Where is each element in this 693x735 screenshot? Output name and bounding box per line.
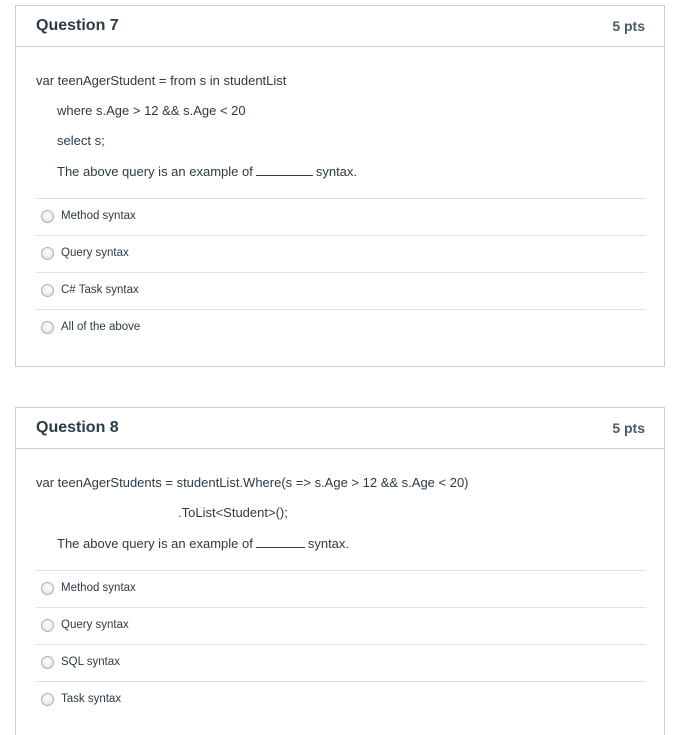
answer-option[interactable] [36,570,646,607]
radio-button[interactable] [41,656,54,669]
answer-label: Query syntax [61,619,129,631]
radio-button[interactable] [41,247,54,260]
radio-button[interactable] [41,619,54,632]
question-prompt [57,163,357,179]
prompt-text: syntax. [307,536,350,551]
fill-blank [256,535,305,548]
answer-option[interactable] [36,235,646,272]
answer-list [36,570,646,718]
answer-option[interactable] [36,198,646,235]
answer-option[interactable] [36,607,646,644]
question-header [16,6,664,47]
answer-label: Task syntax [61,693,122,705]
answer-label: SQL syntax [61,656,121,668]
radio-button[interactable] [41,582,54,595]
code-line: select s; [57,133,105,148]
answer-label: Query syntax [61,247,129,259]
answer-option[interactable] [36,272,646,309]
question-prompt [57,535,349,551]
answer-label: Method syntax [61,582,136,594]
radio-button[interactable] [41,693,54,706]
code-line: var teenAgerStudent = from s in studentList [36,73,287,88]
answer-option[interactable] [36,681,646,718]
question-points: 5 pts [612,420,645,436]
answer-option[interactable] [36,309,646,346]
radio-button[interactable] [41,284,54,297]
question-header [16,408,664,449]
code-line: var teenAgerStudents = studentList.Where(s => s.Age > 12 && s.Age < 20) [36,475,469,490]
question-title: Question 8 [36,419,119,436]
answer-option[interactable] [36,644,646,681]
prompt-text: The above query is an example of [57,164,253,179]
radio-button[interactable] [41,210,54,223]
answer-label: All of the above [61,321,141,333]
prompt-text: The above query is an example of [57,536,253,551]
answer-label: Method syntax [61,210,136,222]
question-7-card [15,5,665,367]
answer-list [36,198,646,346]
radio-button[interactable] [41,321,54,334]
code-line: .ToList<Student>(); [178,505,288,520]
question-points: 5 pts [612,18,645,34]
question-8-card [15,407,665,735]
prompt-text: syntax. [315,164,358,179]
question-title: Question 7 [36,17,119,34]
fill-blank [256,163,313,176]
answer-label: C# Task syntax [61,284,139,296]
code-line: where s.Age > 12 && s.Age < 20 [57,103,246,118]
